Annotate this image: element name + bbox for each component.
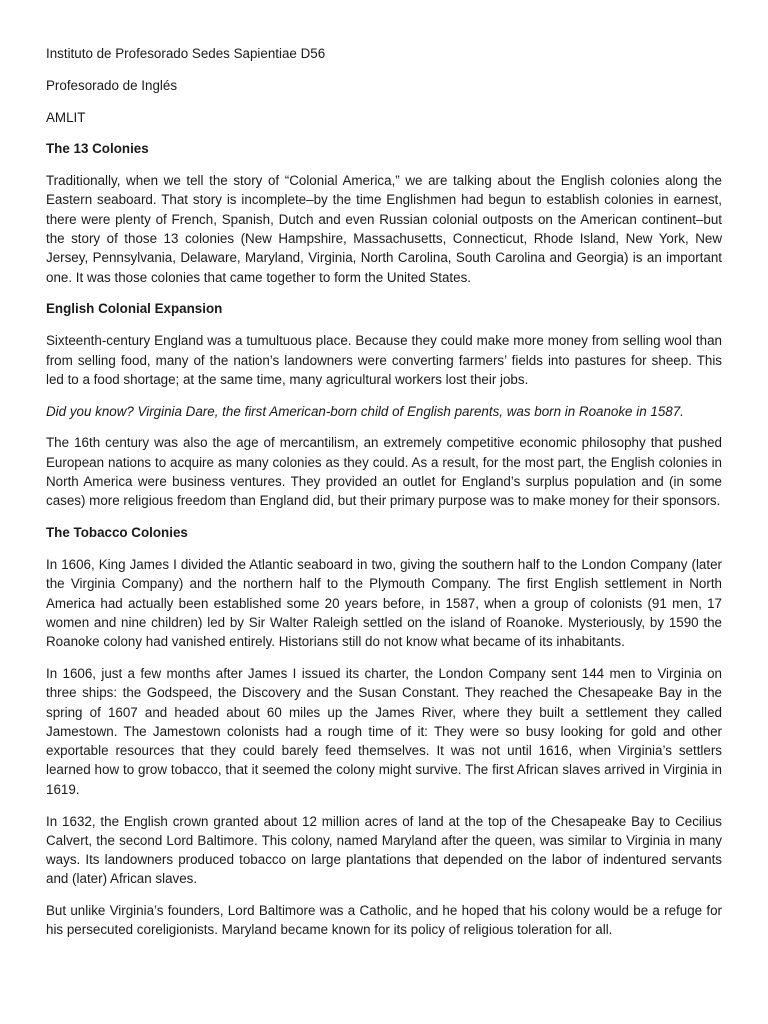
section-heading-13-colonies: The 13 Colonies [46, 141, 149, 157]
institute-line: Instituto de Profesorado Sedes Sapientiae D56 [46, 46, 326, 61]
paragraph-sixteenth-century: Sixteenth-century England was a tumultuous place. Because they could make more money from selling wool than from selling food, many of the nation’s landowners were converting farmers’ fields into pastures for sheep. This led to a food shortage; at the same time, many agricultural workers lost their jobs. [46, 333, 722, 387]
paragraph-lord-baltimore: But unlike Virginia’s founders, Lord Baltimore was a Catholic, and he hoped that his colony would be a refuge for his persecuted coreligionists. Maryland became known for its policy of religious toleration for all. [46, 903, 722, 938]
paragraph-roanoke: In 1606, King James I divided the Atlantic seaboard in two, giving the southern half to the London Company (later the Virginia Company) and the northern half to the Plymouth Company. The first English settlement in North America had actually been established some 20 years before, in 1587, when a group of colonists (91 men, 17 women and nine children) led by Sir Walter Raleigh settled on the island of Roanoke. Mysteriously, by 1590 the Roanoke colony had vanished entirely. Historians still do not know what became of its inhabitants. [46, 556, 722, 650]
document-page [46, 44, 722, 952]
paragraph-13-colonies-intro: Traditionally, when we tell the story of “Colonial America,” we are talking about the English colonies along the Eastern seaboard. That story is incomplete–by the time Englishmen had begun to establish colonies in earnest, there were plenty of French, Spanish, Dutch and even Russian colonial outposts on the American continent–but the story of those 13 colonies (New Hampshire, Massachusetts, Connecticut, Rhode Island, New York, New Jersey, Pennsylvania, Delaware, Maryland, Virginia, North Carolina, South Carolina and Georgia) is an important one. It was those colonies that came together to form the United States. [46, 173, 722, 285]
paragraph-maryland: In 1632, the English crown granted about 12 million acres of land at the top of the Chesapeake Bay to Cecilius Calvert, the second Lord Baltimore. This colony, named Maryland after the queen, was similar to Virginia in many ways. Its landowners produced tobacco on large plantations that depended on the labor of indentured servants and (later) African slaves. [46, 813, 722, 887]
paragraph-jamestown: In 1606, just a few months after James I issued its charter, the London Company sent 144 men to Virginia on three ships: the Godspeed, the Discovery and the Susan Constant. They reached the Chesapeake Bay in the spring of 1607 and headed about 60 miles up the James River, where they built a settlement they called Jamestown. The Jamestown colonists had a rough time of it: They were so busy looking for gold and other exportable resources that they could barely feed themselves. It was not until 1616, when Virginia’s settlers learned how to grow tobacco, that it seemed the colony might survive. The first African slaves arrived in Virginia in 1619. [46, 665, 722, 797]
course-line: AMLIT [46, 109, 86, 125]
paragraph-mercantilism: The 16th century was also the age of mercantilism, an extremely competitive economic philosophy that pushed European nations to acquire as many colonies as they could. As a result, for the most part, the English colonies in North America were business ventures. They provided an outlet for England’s surplus population and (in some cases) more religious freedom than England did, but their primary purpose was to make money for their sponsors. [46, 435, 722, 509]
section-heading-colonial-expansion: English Colonial Expansion [46, 301, 223, 317]
did-you-know-note: Did you know? Virginia Dare, the first American-born child of English parents, was born in Roanoke in 1587. [46, 403, 684, 419]
section-heading-tobacco-colonies: The Tobacco Colonies [46, 525, 188, 541]
program-line: Profesorado de Inglés [46, 77, 178, 93]
